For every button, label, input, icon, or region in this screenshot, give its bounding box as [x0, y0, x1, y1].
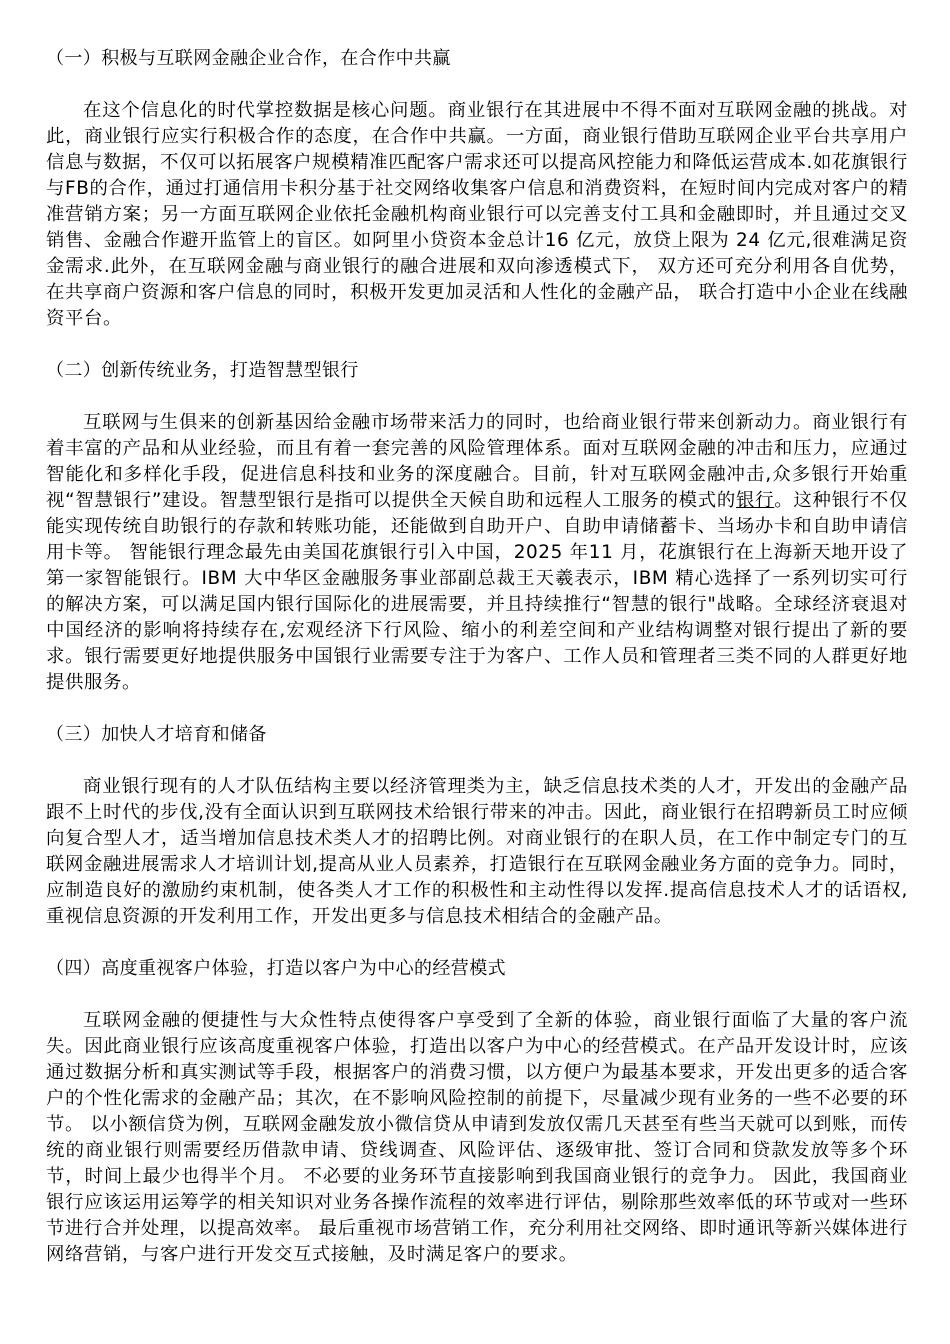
- section-heading: （三）加快人才培育和储备: [46, 724, 267, 745]
- document-page: [46, 46, 908, 1294]
- section-1: [46, 46, 908, 332]
- section-paragraph: 商业银行现有的人才队伍结构主要以经济管理类为主，缺乏信息技术类的人才，开发出的金融产品跟不上时代的步伐,没有全面认识到互联网技术给银行带来的冲击。因此，商业银行在招聘新员工时应倾向复合型人才，适当增加信息技术类人才的招聘比例。对商业银行的在职人员，在工作中制定专门的互联网金融进展需求人才培训计划,提高从业人员素养，打造银行在互联网金融业务方面的竞争力。同时，应制造良好的激励约束机制，使各类人才工作的积极性和主动性得以发挥.提高信息技术人才的话语权,重视信息资源的开发利用工作，开发出更多与信息技术相结合的金融产品。: [46, 776, 908, 927]
- bank-link[interactable]: 银行: [735, 490, 775, 511]
- section-3: [46, 722, 908, 930]
- section-heading: （四）高度重视客户体验，打造以客户为中心的经营模式: [46, 958, 506, 979]
- section-4: [46, 956, 908, 1268]
- section-heading: （一）积极与互联网金融企业合作，在合作中共赢: [46, 48, 451, 69]
- section-heading: （二）创新传统业务，打造智慧型银行: [46, 360, 359, 381]
- section-2: [46, 358, 908, 696]
- section-paragraph: 在这个信息化的时代掌控数据是核心问题。商业银行在其进展中不得不面对互联网金融的挑战。对此，商业银行应实行积极合作的态度，在合作中共赢。一方面，商业银行借助互联网企业平台共享用户信息与数据，不仅可以拓展客户规模精准匹配客户需求还可以提高风控能力和降低运营成本.如花旗银行与FB的合作，通过打通信用卡积分基于社交网络收集客户信息和消费资料，在短时间内完成对客户的精准营销方案；另一方面互联网企业依托金融机构商业银行可以完善支付工具和金融即时，并且通过交叉销售、金融合作避开监管上的盲区。如阿里小贷资本金总计16 亿元，放贷上限为 24 亿元,很难满足资金需求.此外，在互联网金融与商业银行的融合进展和双向渗透模式下， 双方还可充分利用各自优势，在共享商户资源和客户信息的同时，积极开发更加灵活和人性化的金融产品， 联合打造中小企业在线融资平台。: [46, 100, 908, 329]
- section-paragraph: [46, 410, 908, 696]
- paragraph-text: 。这种银行不仅能实现传统自助银行的存款和转账功能，还能做到自助开户、自助申请储蓄卡、当场办卡和自助申请信用卡等。 智能银行理念最先由美国花旗银行引入中国，2025 年11 月，花旗银行在上海新天地开设了第一家智能银行。IBM 大中华区金融服务事业部副总裁王天羲表示，IBM 精心选择了一系列切实可行的解决方案，可以满足国内银行国际化的进展需要，并且持续推行“智慧的银行"战略。全球经济衰退对中国经济的影响将持续存在,宏观经济下行风险、缩小的利差空间和产业结构调整对银行提出了新的要求。银行需要更好地提供服务中国银行业需要专注于为客户、工作人员和管理者三类不同的人群更好地提供服务。: [46, 490, 909, 693]
- section-paragraph: 互联网金融的便捷性与大众性特点使得客户享受到了全新的体验，商业银行面临了大量的客户流失。因此商业银行应该高度重视客户体验，打造出以客户为中心的经营模式。在产品开发设计时，应该通过数据分析和真实测试等手段，根据客户的消费习惯，以方便户为最基本要求，开发出更多的适合客户的个性化需求的金融产品；其次，在不影响风险控制的前提下，尽量减少现有业务的一些不必要的环节。 以小额信贷为例，互联网金融发放小微信贷从申请到发放仅需几天甚至有些当天就可以到账，而传统的商业银行则需要经历借款申请、贷线调查、风险评估、逐级审批、签订合同和贷款发放等多个环节，时间上最少也得半个月。 不必要的业务环节直接影响到我国商业银行的竞争力。 因此，我国商业银行应该运用运筹学的相关知识对业务各操作流程的效率进行评估，剔除那些效率低的环节或对一些环节进行合并处理，以提高效率。 最后重视市场营销工作，充分利用社交网络、即时通讯等新兴媒体进行网络营销，与客户进行开发交互式接触，及时满足客户的要求。: [46, 1010, 908, 1265]
- paragraph-text: 互联网与生俱来的创新基因给金融市场带来活力的同时，也给商业银行带来创新动力。商业银行有着丰富的产品和从业经验，而且有着一套完善的风险管理体系。面对互联网金融的冲击和压力，应通过智能化和多样化手段，促进信息科技和业务的深度融合。目前，针对互联网金融冲击,众多银行开始重视“智慧银行”建设。智慧型银行是指可以提供全天候自助和远程人工服务的模式的: [46, 412, 908, 511]
